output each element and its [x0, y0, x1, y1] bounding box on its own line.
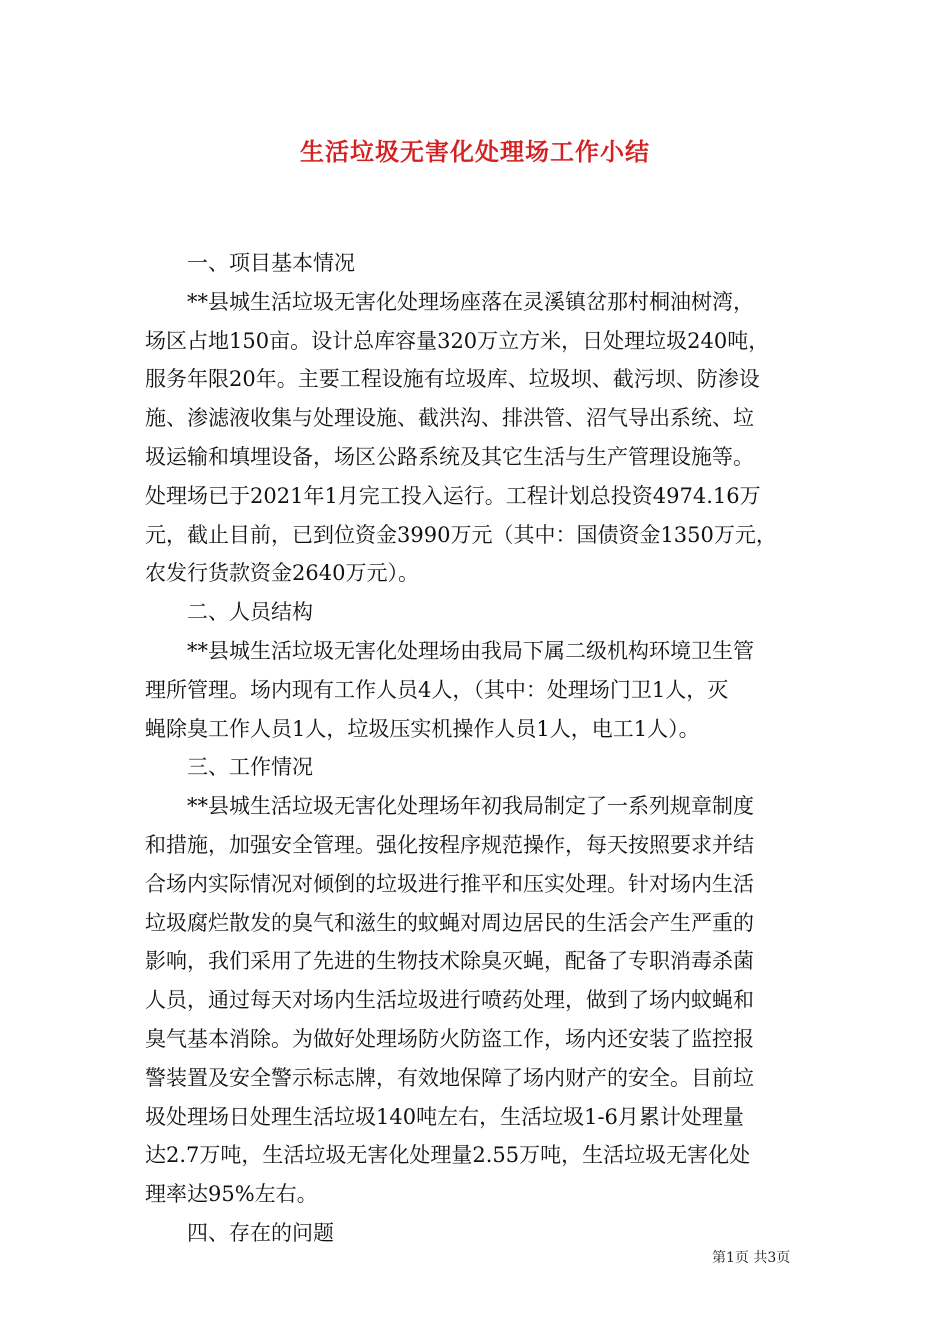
document-title: 生活垃圾无害化处理场工作小结 — [300, 137, 650, 166]
paragraph-line: 影响，我们采用了先进的生物技术除臭灭蝇，配备了专职消毒杀菌 — [145, 949, 754, 974]
paragraph-line: 圾运输和填埋设备，场区公路系统及其它生活与生产管理设施等。 — [145, 444, 754, 469]
paragraph-line: 元，截止目前，已到位资金3990万元（其中：国债资金1350万元， — [145, 522, 777, 547]
paragraph-line: 理所管理。场内现有工作人员4人，（其中：处理场门卫1人，灭 — [145, 677, 729, 702]
paragraph-line: **县城生活垃圾无害化处理场由我局下属二级机构环境卫生管 — [187, 638, 754, 663]
section-heading: 一、项目基本情况 — [187, 251, 355, 275]
paragraph-line: 农发行货款资金2640万元）。 — [145, 561, 419, 586]
paragraph-line: 垃圾腐烂散发的臭气和滋生的蚊蝇对周边居民的生活会产生严重的 — [145, 910, 754, 935]
paragraph-line: 处理场已于2021年1月完工投入运行。工程计划总投资4974.16万 — [145, 483, 761, 508]
paragraph-line: 场区占地150亩。设计总库容量320万立方米，日处理垃圾240吨， — [145, 328, 770, 353]
section-heading: 二、人员结构 — [187, 600, 313, 625]
document-body — [145, 244, 820, 1253]
paragraph-line: 和措施，加强安全管理。强化按程序规范操作，每天按照要求并结 — [145, 832, 754, 857]
paragraph-line: 施、渗滤液收集与处理设施、截洪沟、排洪管、沼气导出系统、垃 — [145, 406, 754, 431]
section-heading: 四、存在的问题 — [187, 1220, 334, 1245]
paragraph-line: 圾处理场日处理生活垃圾140吨左右，生活垃圾1-6月累计处理量 — [145, 1104, 744, 1129]
section-heading: 三、工作情况 — [187, 755, 313, 780]
paragraph-line: **县城生活垃圾无害化处理场年初我局制定了一系列规章制度 — [187, 794, 754, 819]
paragraph-line: 合场内实际情况对倾倒的垃圾进行推平和压实处理。针对场内生活 — [145, 871, 754, 896]
paragraph-line: 警装置及安全警示标志牌，有效地保障了场内财产的安全。目前垃 — [145, 1065, 754, 1090]
page-number: 第1页 共3页 — [712, 1250, 791, 1266]
paragraph-line: 臭气基本消除。为做好处理场防火防盗工作，场内还安装了监控报 — [145, 1026, 754, 1051]
paragraph-line: 蝇除臭工作人员1人，垃圾压实机操作人员1人，电工1人）。 — [145, 716, 700, 741]
paragraph-line: 人员，通过每天对场内生活垃圾进行喷药处理，做到了场内蚊蝇和 — [145, 988, 754, 1013]
paragraph-line: 服务年限20年。主要工程设施有垃圾库、垃圾坝、截污坝、防渗设 — [145, 367, 760, 392]
paragraph-line: **县城生活垃圾无害化处理场座落在灵溪镇岔那村桐油树湾， — [187, 289, 754, 314]
paragraph-line: 达2.7万吨，生活垃圾无害化处理量2.55万吨，生活垃圾无害化处 — [145, 1143, 751, 1168]
paragraph-line: 理率达95%左右。 — [145, 1182, 318, 1207]
